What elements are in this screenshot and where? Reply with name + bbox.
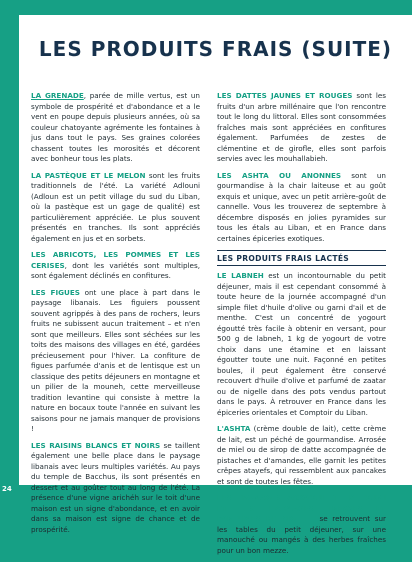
paragraph-ashta-anonnes: LES ASHTA OU ANONNES sont un gourmandise à la chair laiteuse et au goût exquis et unique, avec un petit arrière-goût de cannelle. Vous les trouverez de septembre à décembre disposés en jolies pyramides sur tous les étals au Liban, et en France dans certaines épiceries exotiques. xyxy=(217,170,386,243)
left-column xyxy=(31,91,200,541)
section-divider xyxy=(217,250,386,251)
paragraph-ashta-creme: L'ASHTA (crème double de lait), cette crème de lait, est un péché de gourmandise. Arrosée de miel ou de sirop de datte accompagnée de pistaches et d'amandes, elle garnit les petites crêpes atayefs, qui ressemblent aux pancakes et sont de toutes les fêtes. xyxy=(217,424,386,486)
page-title: LES PRODUITS FRAIS (SUITE) xyxy=(38,37,393,61)
right-column xyxy=(217,91,386,562)
paragraph-grenade: LA GRENADE, parée de mille vertus, est un symbole de prospérité et d'abondance et a le vent en poupe depuis plusieurs années, où sa couleur chatoyante agrémente les fontaines à jus dans tout le pays. Ses graines colorées chassent toutes les morosités et décorent avec bonheur tous les plats. xyxy=(31,91,200,163)
section-heading-dairy: LES PRODUITS FRAIS LACTÉS xyxy=(217,254,350,263)
paragraph-dattes: LES DATTES JAUNES ET ROUGES sont les fruits d'un arbre millénaire que l'on rencontre tout le long du littoral. Elles sont consommées fraîches mais sont appréciées en confitures également. Parfumées de zestes de clémentine et de girofle, elles sont parfois servies avec les mouhallabieh. xyxy=(217,91,387,163)
paragraph-figues: LES FIGUES ont une place à part dans le paysage libanais. Les figuiers poussent souvent agrippés à des pans de rochers, leurs fruits ne subissent aucun traitement – et n'en sont que meilleurs. Elles sont séchées sur les toits des maisons des villages en été, gardées précieusement pour l'hiver. La confiture de figues parfumée d'anis et de lentisque est un classique des petits déjeuners en montagne et un pilier de la mouneh, cette merveilleuse tradition levantine qui consiste à mettre la nature en bocaux toute l'année en suivant les saisons pour ne jamais manquer de provisions ! xyxy=(31,287,201,433)
page-number: 24 xyxy=(2,485,12,493)
page xyxy=(19,15,412,555)
paragraph-pasteque: LA PASTÈQUE ET LE MELON sont les fruits traditionnels de l'été. La variété Adlouni (Adloun est un petit village du sud du Liban, où la pastèque est un gage de qualité) est particulièrement appréciée. Le plus souvent présentés en tranches. Ils sont appréciés également en jus et en sorbets. xyxy=(31,170,200,243)
paragraph-raisins: LES RAISINS BLANCS ET NOIRS se taillent également une belle place dans le paysage libanais avec leurs multiples variétés. Au pays du temple de Bacchus, ils sont présentés en dessert et au goûter tout au long de l'été. La présence d'une vigne arichéh sur le toit d'une maison est un signe d'abondance, et en avoir dans sa maison est signe de chance et de prospérité. xyxy=(31,440,200,534)
paragraph-abricots: LES ABRICOTS, LES POMMES ET LES CERISES, dont les variétés sont multiples, sont également déclinés en confitures. xyxy=(31,250,200,280)
section-underline xyxy=(217,265,386,266)
paragraph-labneh: LE LABNEH est un incontournable du petit déjeuner, mais il est cependant consommé à toute heure de la journée accompagné d'un simple filet d'huile d'olive ou garni d'ail et de menthe. C'est un concentré de yogourt égoutté très facile à obtenir en versant, pour 500 g de labneh, 1 kg de yogourt de votre choix dans une étamine et en laissant égoutter toute une nuit. Façonné en petites boules, il peut également être conservé recouvert d'huile d'olive et parfumé de zaatar ou de nigelle dans des pots vendus partout dans le pays. À retrouver en France dans les épiceries orientales et Comptoir du Liban. xyxy=(217,271,386,417)
paragraph-fromages: LES FROMAGES AKKAOUI ET HALLOUMI ET LES FROMAGES TRESSÉS ET PARFUMÉS DE NIGELLE se retrouvent sur les tables du petit déjeuner, sur une manouché ou mangés à des herbes fraîches pour un bon mezze. xyxy=(217,493,386,555)
